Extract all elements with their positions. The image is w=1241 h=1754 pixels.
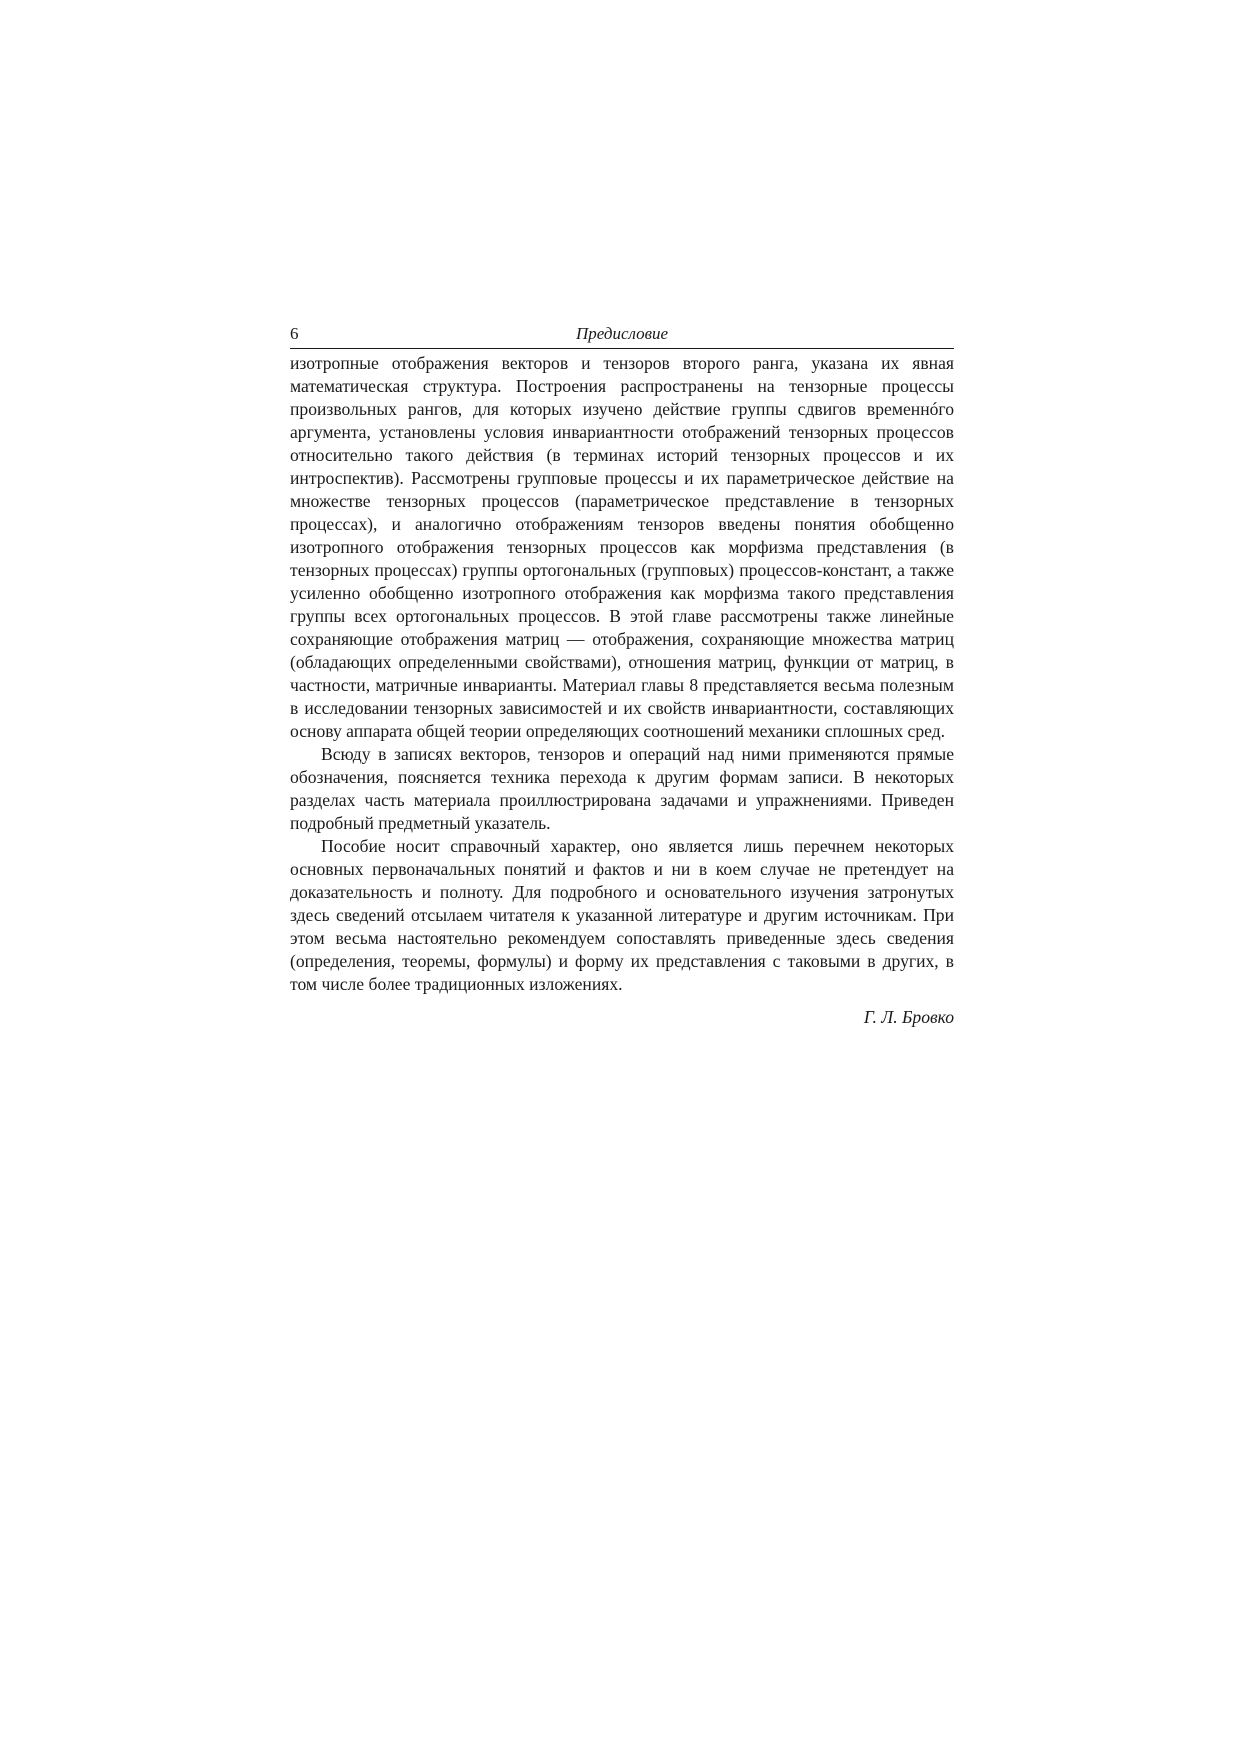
paragraph-continuation: изотропные отображения векторов и тензоров второго ранга, указана их явная математическая структура. Построения распространены на тензорные процессы произвольных рангов, для которых изучено действие группы сдвигов временнóго аргумента, установлены условия инвариантности отображений тензорных процессов относительно такого действия (в терминах историй тензорных процессов и их интроспектив). Рассмотрены групповые процессы и их параметрическое действие на множестве тензорных процессов (параметрическое представление в тензорных процессах), и аналогично отображениям тензоров введены понятия обобщенно изотропного отображения тензорных процессов как морфизма представления (в тензорных процессах) группы ортогональных (групповых) процессов-констант, а также усиленно обобщенно изотропного отображения как морфизма такого представления группы всех ортогональных процессов. В этой главе рассмотрены также линейные сохраняющие отображения матриц — отображения, сохраняющие множества матриц (обладающих определенными свойствами), отношения матриц, функции от матриц, в частности, матричные инварианты. Материал главы 8 представляется весьма полезным в исследовании тензорных зависимостей и их свойств инвариантности, составляющих основу аппарата общей теории определяющих соотношений механики сплошных сред. [290,353,954,741]
running-head [290,322,954,349]
page-number: 6 [290,324,299,343]
running-title: Предисловие [575,324,669,343]
body-text [290,352,954,996]
author-signature: Г. Л. Бровко [863,1007,954,1027]
paragraph-reference-character: Пособие носит справочный характер, оно является лишь перечнем некоторых основных первоначальных понятий и фактов и ни в коем случае не претендует на доказательность и полноту. Для подробного и основательного изучения затронутых здесь сведений отсылаем читателя к указанной литературе и другим источникам. При этом весьма настоятельно рекомендуем сопоставлять приведенные здесь сведения (определения, теоремы, формулы) и форму их представления с таковыми в других, в том числе более традиционных изложениях. [290,836,954,994]
book-page [290,322,954,1029]
paragraph-notation: Всюду в записях векторов, тензоров и операций над ними применяются прямые обозначения, поясняется техника перехода к другим формам записи. В некоторых разделах часть материала проиллюстрирована задачами и упражнениями. Приведен подробный предметный указатель. [290,744,954,833]
